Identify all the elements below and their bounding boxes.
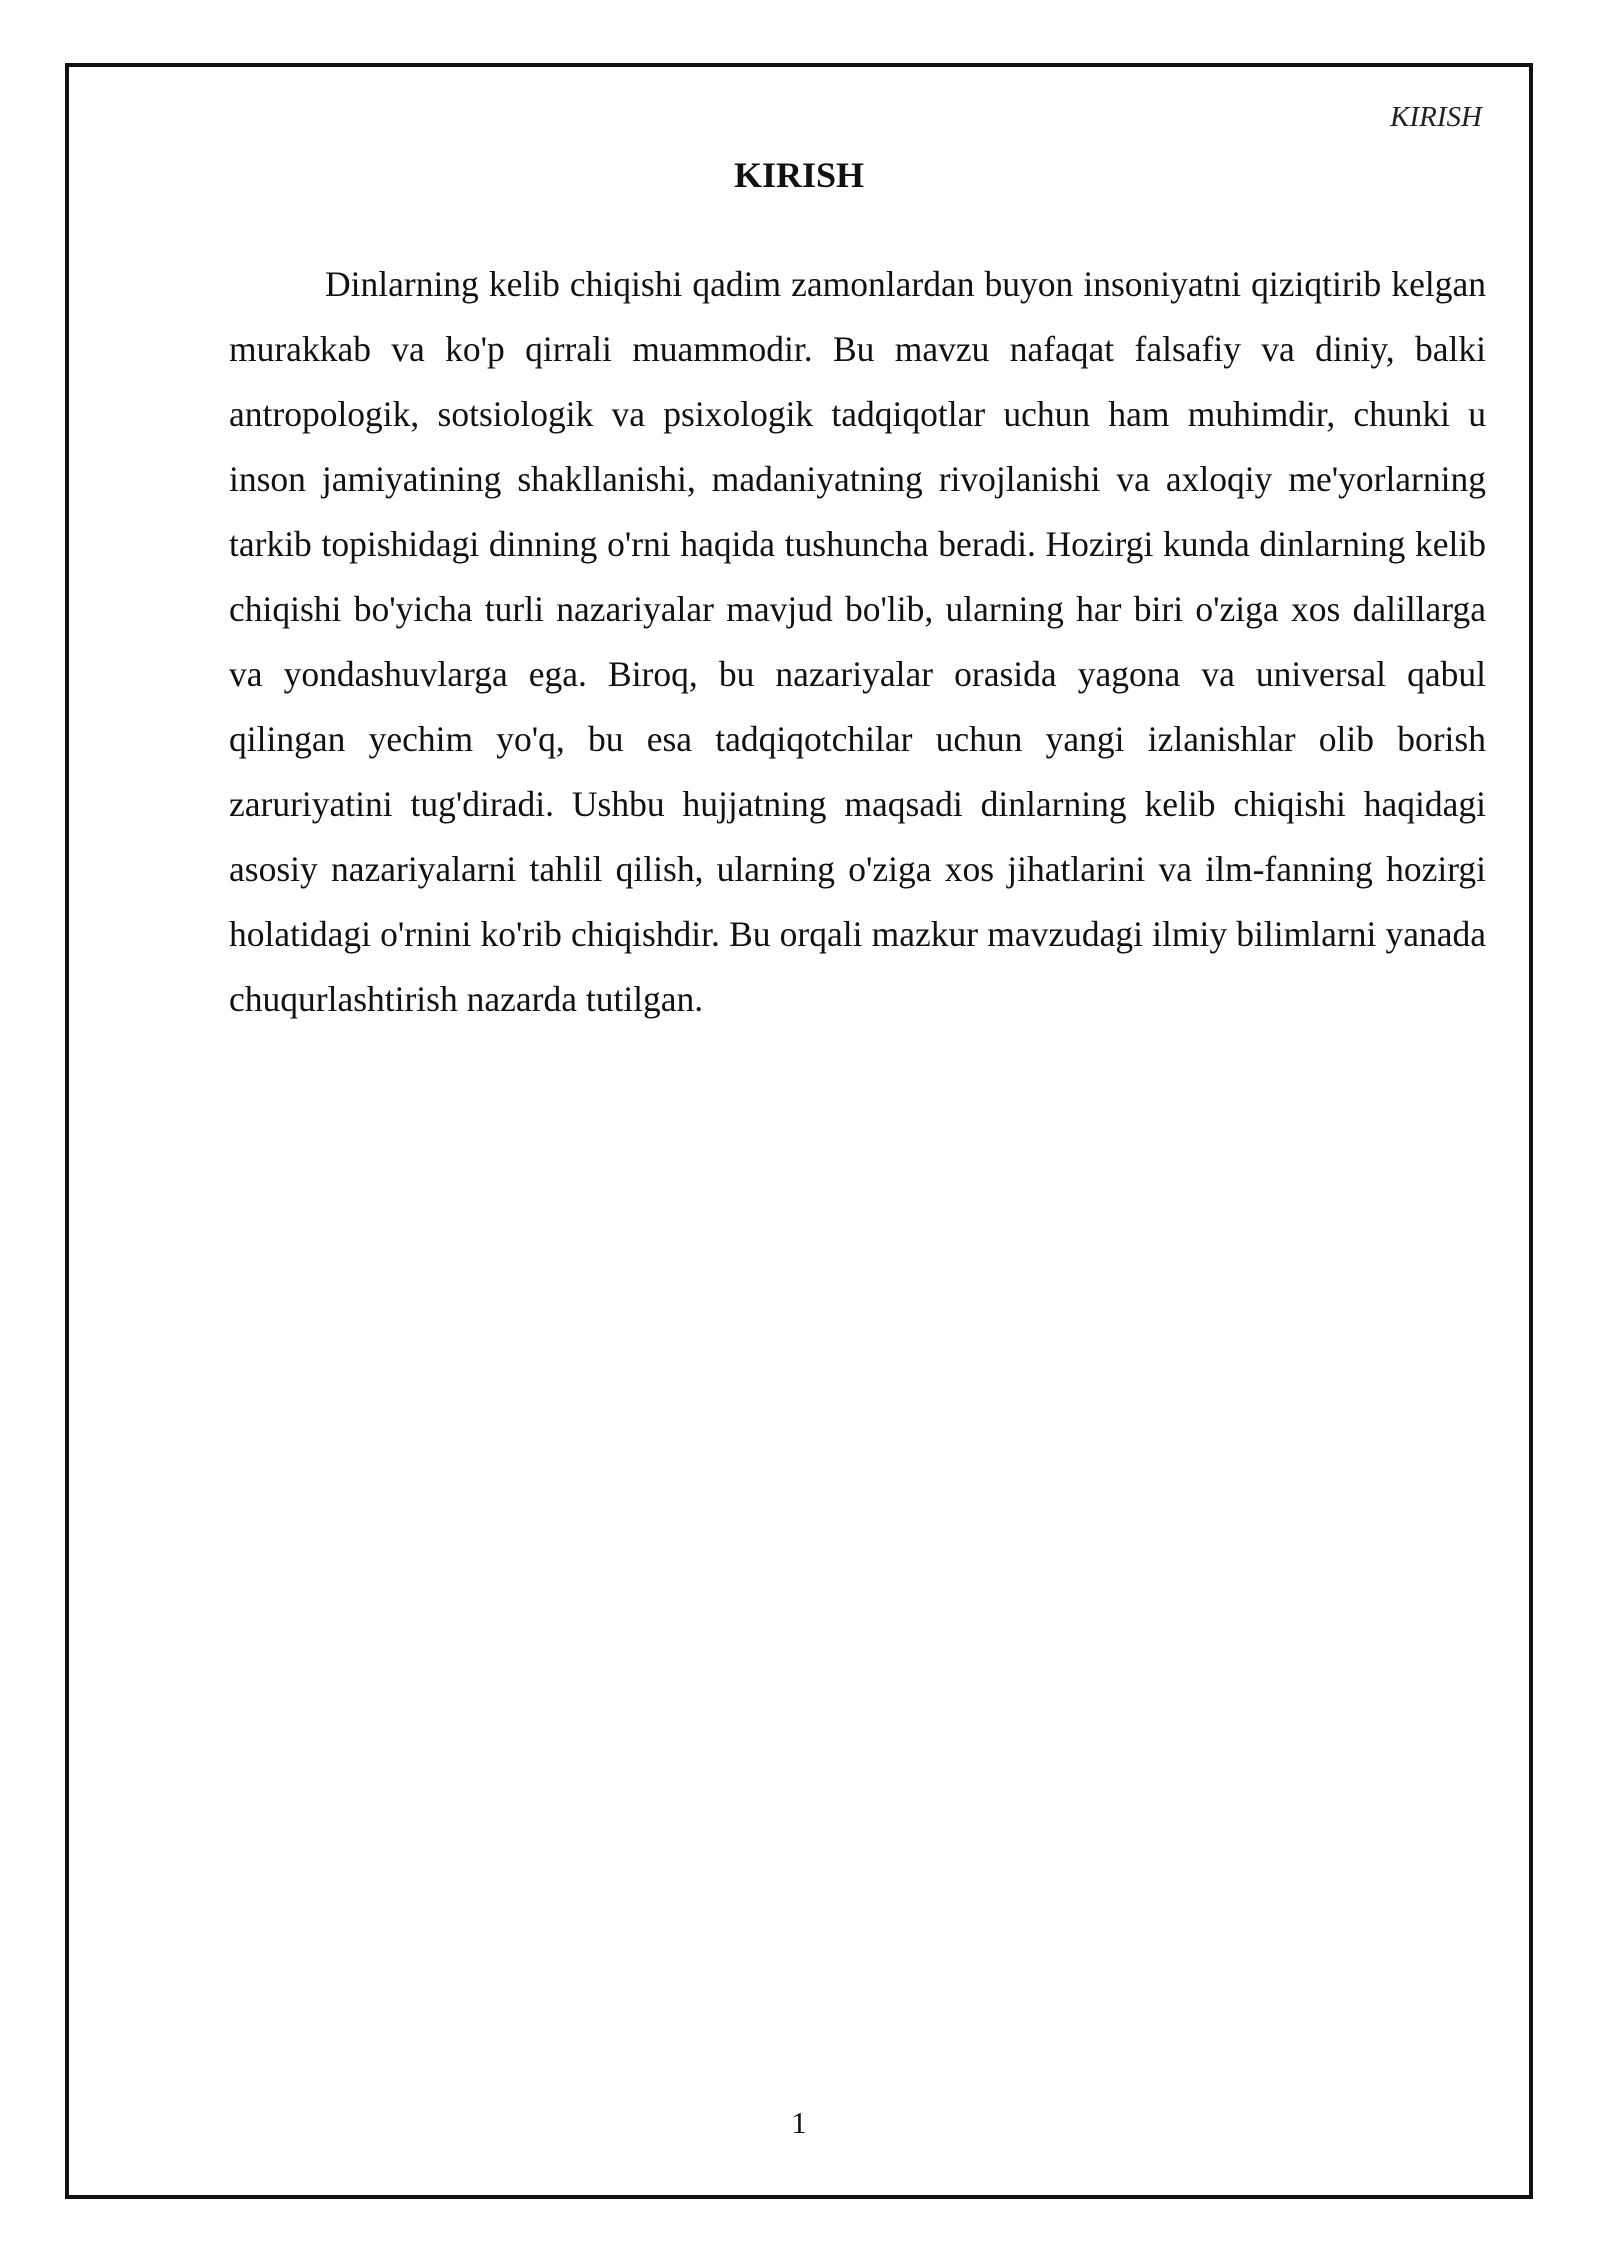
section-title: KIRISH: [733, 155, 865, 195]
page-number: 1: [791, 2105, 807, 2140]
body-paragraph: Dinlarning kelib chiqishi qadim zamonlardan buyon insoniyatni qiziqtirib kelgan murakkab va ko'p qirrali muammodir. Bu mavzu nafaqat falsafiy va diniy, balki antropologik, sotsiologik va psixologik tadqiqotlar uchun ham muhimdir, chunki u inson jamiyatining shakllanishi, madaniyatning rivojlanishi va axloqiy me'yorlarning tarkib topishidagi dinning o'rni haqida tushuncha beradi. Hozirgi kunda dinlarning kelib chiqishi bo'yicha turli nazariyalar mavjud bo'lib, ularning har biri o'ziga xos dalillarga va yondashuvlarga ega. Biroq, bu nazariyalar orasida yagona va universal qabul qilingan yechim yo'q, bu esa tadqiqotchilar uchun yangi izlanishlar olib borish zaruriyatini tug'diradi. Ushbu hujjatning maqsadi dinlarning kelib chiqishi haqidagi asosiy nazariyalarni tahlil qilish, ularning o'ziga xos jihatlarini va ilm-fanning hozirgi holatidagi o'rnini ko'rib chiqishdir. Bu orqali mazkur mavzudagi ilmiy bilimlarni yanada chuqurlashtirish nazarda tutilgan.: [229, 264, 1486, 1019]
running-header: KIRISH: [1390, 101, 1482, 133]
page-border-frame: [65, 63, 1533, 2199]
